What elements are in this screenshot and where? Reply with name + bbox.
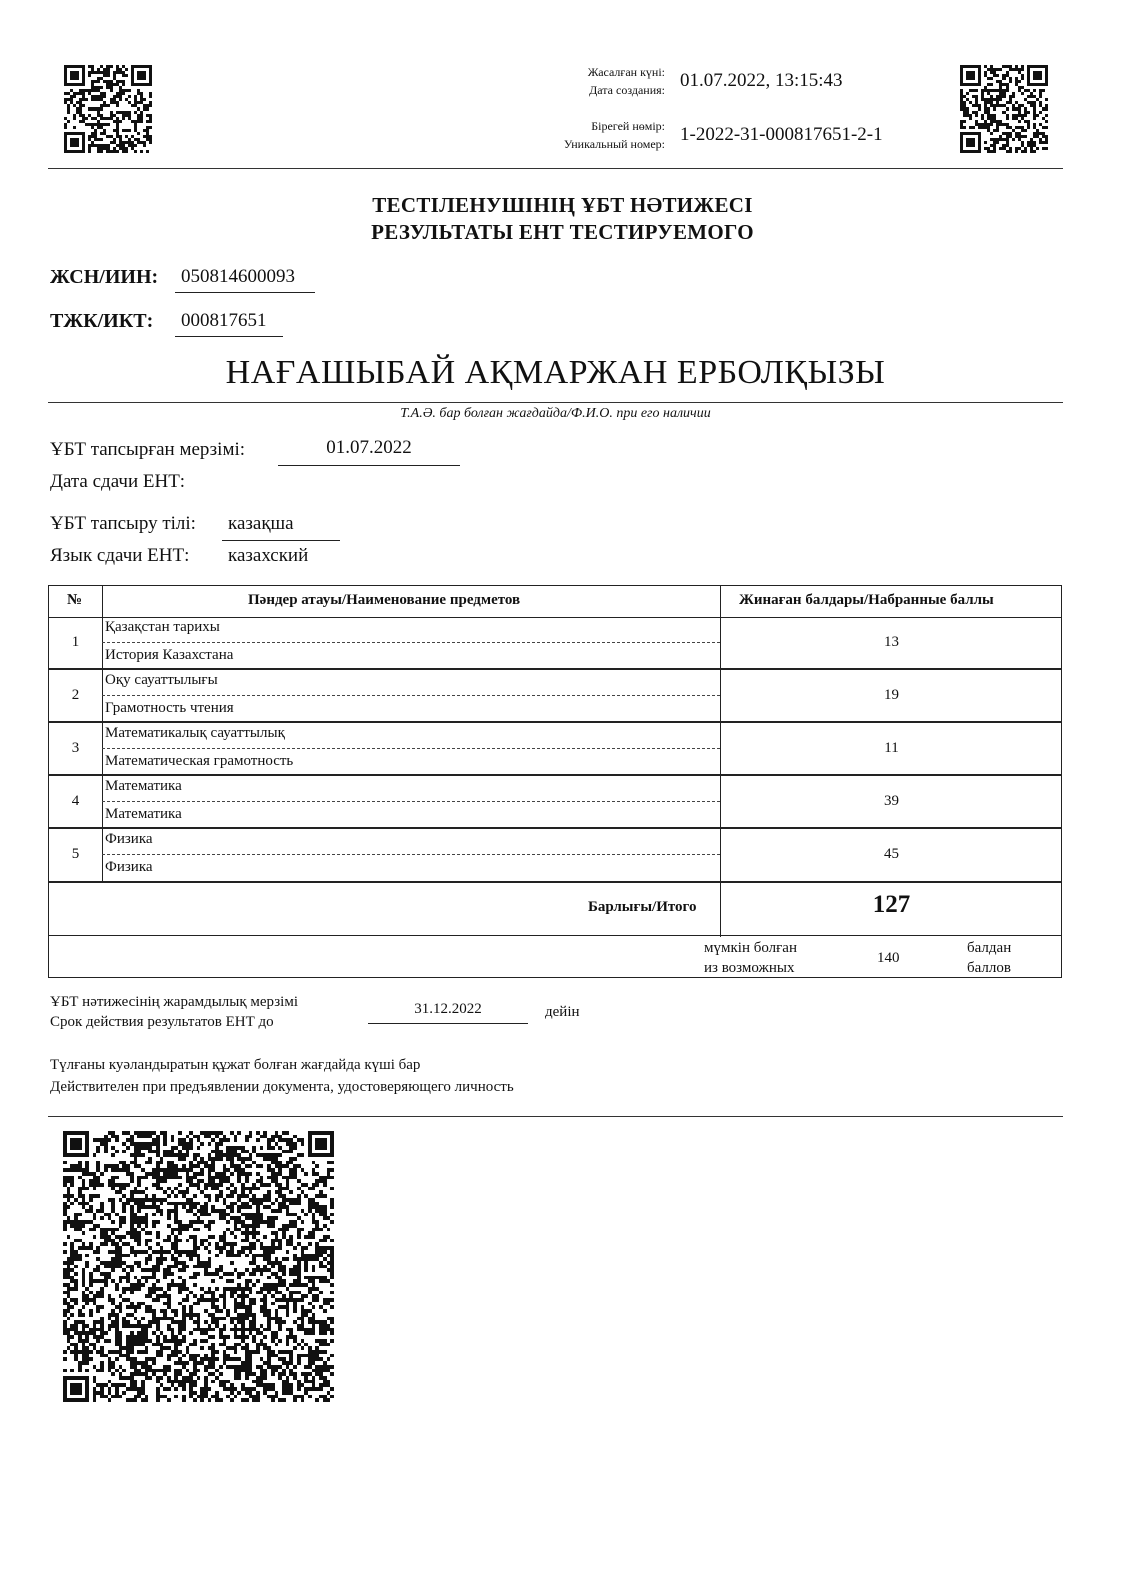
exam-lang-label-kz: ҰБТ тапсыру тілі: (50, 513, 196, 534)
exam-date-label-ru: Дата сдачи ЕНТ: (50, 471, 186, 492)
exam-lang-label-ru: Язык сдачи ЕНТ: (50, 545, 190, 566)
subject-ru: Математика (105, 806, 182, 822)
subject-score: 19 (884, 687, 899, 703)
table-row (49, 723, 1061, 776)
col-score-header: Жинаған балдары/Набранные баллы (739, 592, 994, 608)
validity-label-kz: ҰБТ нәтижесінің жарамдылық мерзімі (50, 994, 298, 1010)
possible-unit-ru: баллов (967, 960, 1011, 976)
total-label: Барлығы/Итого (588, 899, 697, 915)
subject-ru: Грамотность чтения (105, 700, 234, 716)
subject-kz: Физика (105, 831, 153, 847)
title-ru: РЕЗУЛЬТАТЫ ЕНТ ТЕСТИРУЕМОГО (371, 220, 754, 244)
validity-suffix: дейін (545, 1004, 580, 1020)
possible-value: 140 (877, 950, 900, 966)
col-num-header: № (67, 592, 83, 608)
row-number: 3 (71, 740, 80, 756)
fio-note: Т.А.Ә. бар болған жағдайда/Ф.И.О. при его наличии (400, 406, 711, 421)
full-name: НАҒАШЫБАЙ АҚМАРЖАН ЕРБОЛҚЫЗЫ (225, 354, 886, 391)
created-value: 01.07.2022, 13:15:43 (680, 70, 843, 91)
qr-code-top-right-icon (960, 65, 1048, 153)
name-divider (48, 402, 1063, 403)
created-label (505, 63, 665, 99)
validity-label-ru: Срок действия результатов ЕНТ до (50, 1014, 274, 1030)
table-row (49, 776, 1061, 829)
subject-kz: Математикалық сауаттылық (105, 725, 285, 741)
validity-label (50, 992, 298, 1032)
identity-notice (50, 1054, 514, 1098)
unique-label-ru: Уникальный номер: (563, 137, 665, 151)
subject-score: 39 (884, 793, 899, 809)
ikt-value: 000817651 (175, 310, 283, 337)
ikt-label: ТЖК/ИКТ: (50, 310, 154, 332)
table-row (49, 670, 1061, 723)
total-row (49, 883, 1061, 936)
subject-kz: Математика (105, 778, 182, 794)
iin-value: 050814600093 (175, 266, 315, 293)
subject-score: 11 (884, 740, 899, 756)
exam-lang-value-kz: казақша (222, 513, 340, 541)
unique-label (505, 117, 665, 153)
identity-notice-ru: Действителен при предъявлении документа, удостоверяющего личность (50, 1079, 514, 1095)
total-value: 127 (872, 891, 911, 918)
row-dash-divider (102, 801, 720, 802)
row-number: 5 (71, 846, 80, 862)
subject-score: 45 (884, 846, 899, 862)
subject-ru: История Казахстана (105, 647, 234, 663)
row-dash-divider (102, 748, 720, 749)
created-label-ru: Дата создания: (589, 83, 665, 97)
row-number: 2 (71, 687, 80, 703)
table-row (49, 829, 1061, 883)
possible-label (704, 938, 797, 978)
possible-unit (967, 938, 1011, 978)
unique-label-kz: Бірегей нөмір: (591, 119, 665, 133)
exam-date-label-kz: ҰБТ тапсырған мерзімі: (50, 439, 246, 460)
possible-label-ru: из возможных (704, 960, 795, 976)
row-number: 1 (71, 634, 80, 650)
validity-date: 31.12.2022 (368, 1001, 528, 1024)
subject-kz: Қазақстан тарихы (105, 619, 220, 635)
possible-unit-kz: балдан (967, 940, 1012, 956)
identity-notice-kz: Түлғаны куәландыратын құжат болған жағдайда күші бар (50, 1057, 421, 1073)
row-number: 4 (71, 793, 80, 809)
row-dash-divider (102, 854, 720, 855)
subject-kz: Оқу сауаттылығы (105, 672, 218, 688)
results-table (48, 585, 1062, 978)
subject-score: 13 (884, 634, 899, 650)
subject-ru: Физика (105, 859, 153, 875)
qr-code-bottom-icon (63, 1131, 334, 1402)
exam-lang-value-ru: казахский (228, 545, 309, 566)
created-label-kz: Жасалған күні: (587, 65, 665, 79)
col-subject-header: Пәндер атауы/Наименование предметов (248, 592, 521, 608)
header-divider (48, 168, 1063, 169)
table-header (49, 586, 1061, 618)
footer-divider (48, 1116, 1063, 1117)
row-dash-divider (102, 695, 720, 696)
possible-label-kz: мүмкін болған (704, 940, 797, 956)
row-dash-divider (102, 642, 720, 643)
exam-date-value: 01.07.2022 (278, 437, 460, 466)
qr-code-top-left-icon (64, 65, 152, 153)
unique-value: 1-2022-31-000817651-2-1 (680, 124, 883, 145)
subject-ru: Математическая грамотность (105, 753, 294, 769)
table-row (49, 617, 1061, 670)
iin-label: ЖСН/ИИН: (50, 266, 159, 288)
title-kz: ТЕСТІЛЕНУШІНІҢ ҰБТ НӘТИЖЕСІ (372, 193, 753, 217)
